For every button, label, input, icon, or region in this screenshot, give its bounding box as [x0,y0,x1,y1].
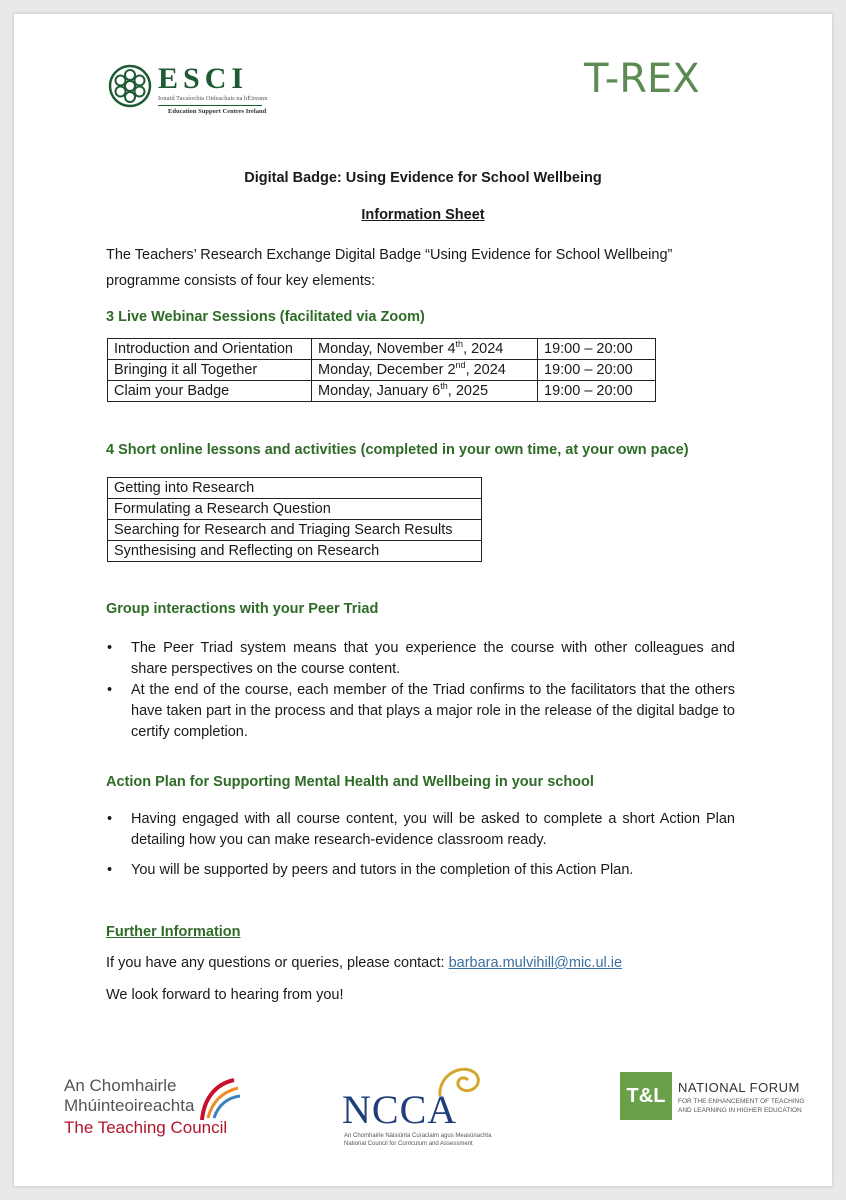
contact-text: If you have any questions or queries, please contact: [106,955,445,971]
teaching-council-arc-icon [194,1074,244,1124]
session-date: Monday, December 2nd, 2024 [312,360,538,381]
bullet-icon: • [107,862,113,878]
subtitle-text: Information Sheet [361,207,485,223]
ncca-irish-name: An Chomhairle Náisiúnta Curaclaim agus Measúnachta [344,1133,492,1139]
ncca-wordmark: NCCA [342,1087,458,1132]
esci-divider [158,105,262,106]
session-name: Bringing it all Together [108,360,312,381]
nf-title: NATIONAL FORUM [678,1080,800,1095]
session-time: 19:00 – 20:00 [538,360,656,381]
session-name: Introduction and Orientation [108,339,312,360]
teaching-council-logo [64,1074,254,1144]
intro-line-1: The Teachers’ Research Exchange Digital Badge “Using Evidence for School Wellbeing” [106,247,673,263]
bullet-icon: • [107,811,113,827]
national-forum-logo [620,1072,820,1122]
webinars-heading: 3 Live Webinar Sessions (facilitated via Zoom) [106,309,425,325]
tc-line-2: Mhúinteoireachta [64,1096,195,1115]
session-name: Claim your Badge [108,381,312,402]
session-date: Monday, November 4th, 2024 [312,339,538,360]
lesson-name: Formulating a Research Question [108,499,482,520]
contact-email-link[interactable]: barbara.mulvihill@mic.ul.ie [448,955,623,971]
session-time: 19:00 – 20:00 [538,339,656,360]
nf-line-2: AND LEARNING IN HIGHER EDUCATION [678,1107,802,1114]
list-item: • Having engaged with all course content, you will be asked to complete a short Action Plan detailing how you can make research-evidence classroom ready. [107,811,735,848]
table-row [108,520,482,541]
action-bullet-list [107,809,735,881]
contact-line [106,950,622,976]
bullet-icon: • [107,682,113,698]
tl-badge: T&L [620,1072,672,1120]
webinars-table [107,338,656,402]
list-item: • At the end of the course, each member of the Triad confirms to the facilitators that the others have taken part in the process and that plays a major role in the release of the digital badge to certify completion. [107,682,735,740]
table-row [108,499,482,520]
lessons-heading: 4 Short online lessons and activities (completed in your own time, at your own pace) [106,442,689,458]
lesson-name: Searching for Research and Triaging Search Results [108,520,482,541]
ncca-english-name: National Council for Curriculum and Assessment [344,1141,473,1147]
page-title: Digital Badge: Using Evidence for School Wellbeing [244,170,602,186]
table-row [108,360,656,381]
trex-logo: T-REX [584,56,700,102]
session-time: 19:00 – 20:00 [538,381,656,402]
list-item: • The Peer Triad system means that you experience the course with other colleagues and share perspectives on the course content. [107,640,735,677]
esci-wordmark: ESCI [158,62,249,95]
tc-line-1: An Chomhairle [64,1076,177,1095]
document-page [14,14,832,1186]
lesson-name: Synthesising and Reflecting on Research [108,541,482,562]
lesson-name: Getting into Research [108,478,482,499]
table-row [108,541,482,562]
peer-bullet-list [107,638,735,743]
esci-emblem-icon [108,64,152,108]
table-row [108,478,482,499]
lessons-table [107,477,482,562]
intro-line-2: programme consists of four key elements: [106,273,376,289]
action-heading: Action Plan for Supporting Mental Health and Wellbeing in your school [106,774,594,790]
page-subtitle [14,207,832,223]
bullet-icon: • [107,640,113,656]
tc-line-3: The Teaching Council [64,1118,228,1137]
peer-heading: Group interactions with your Peer Triad [106,601,379,617]
list-item: • You will be supported by peers and tutors in the completion of this Action Plan. [107,860,735,881]
esci-logo [108,62,278,122]
closing-line: We look forward to hearing from you! [106,987,344,1003]
table-row [108,339,656,360]
further-heading: Further Information [106,924,241,940]
ncca-logo [340,1060,540,1150]
esci-irish-name: Ionaid Tacaíochta Oideachais na hÉireann [158,95,268,102]
intro-paragraph [106,242,756,294]
table-row [108,381,656,402]
esci-english-name: Education Support Centres Ireland [168,108,267,115]
nf-line-1: FOR THE ENHANCEMENT OF TEACHING [678,1098,805,1105]
session-date: Monday, January 6th, 2025 [312,381,538,402]
